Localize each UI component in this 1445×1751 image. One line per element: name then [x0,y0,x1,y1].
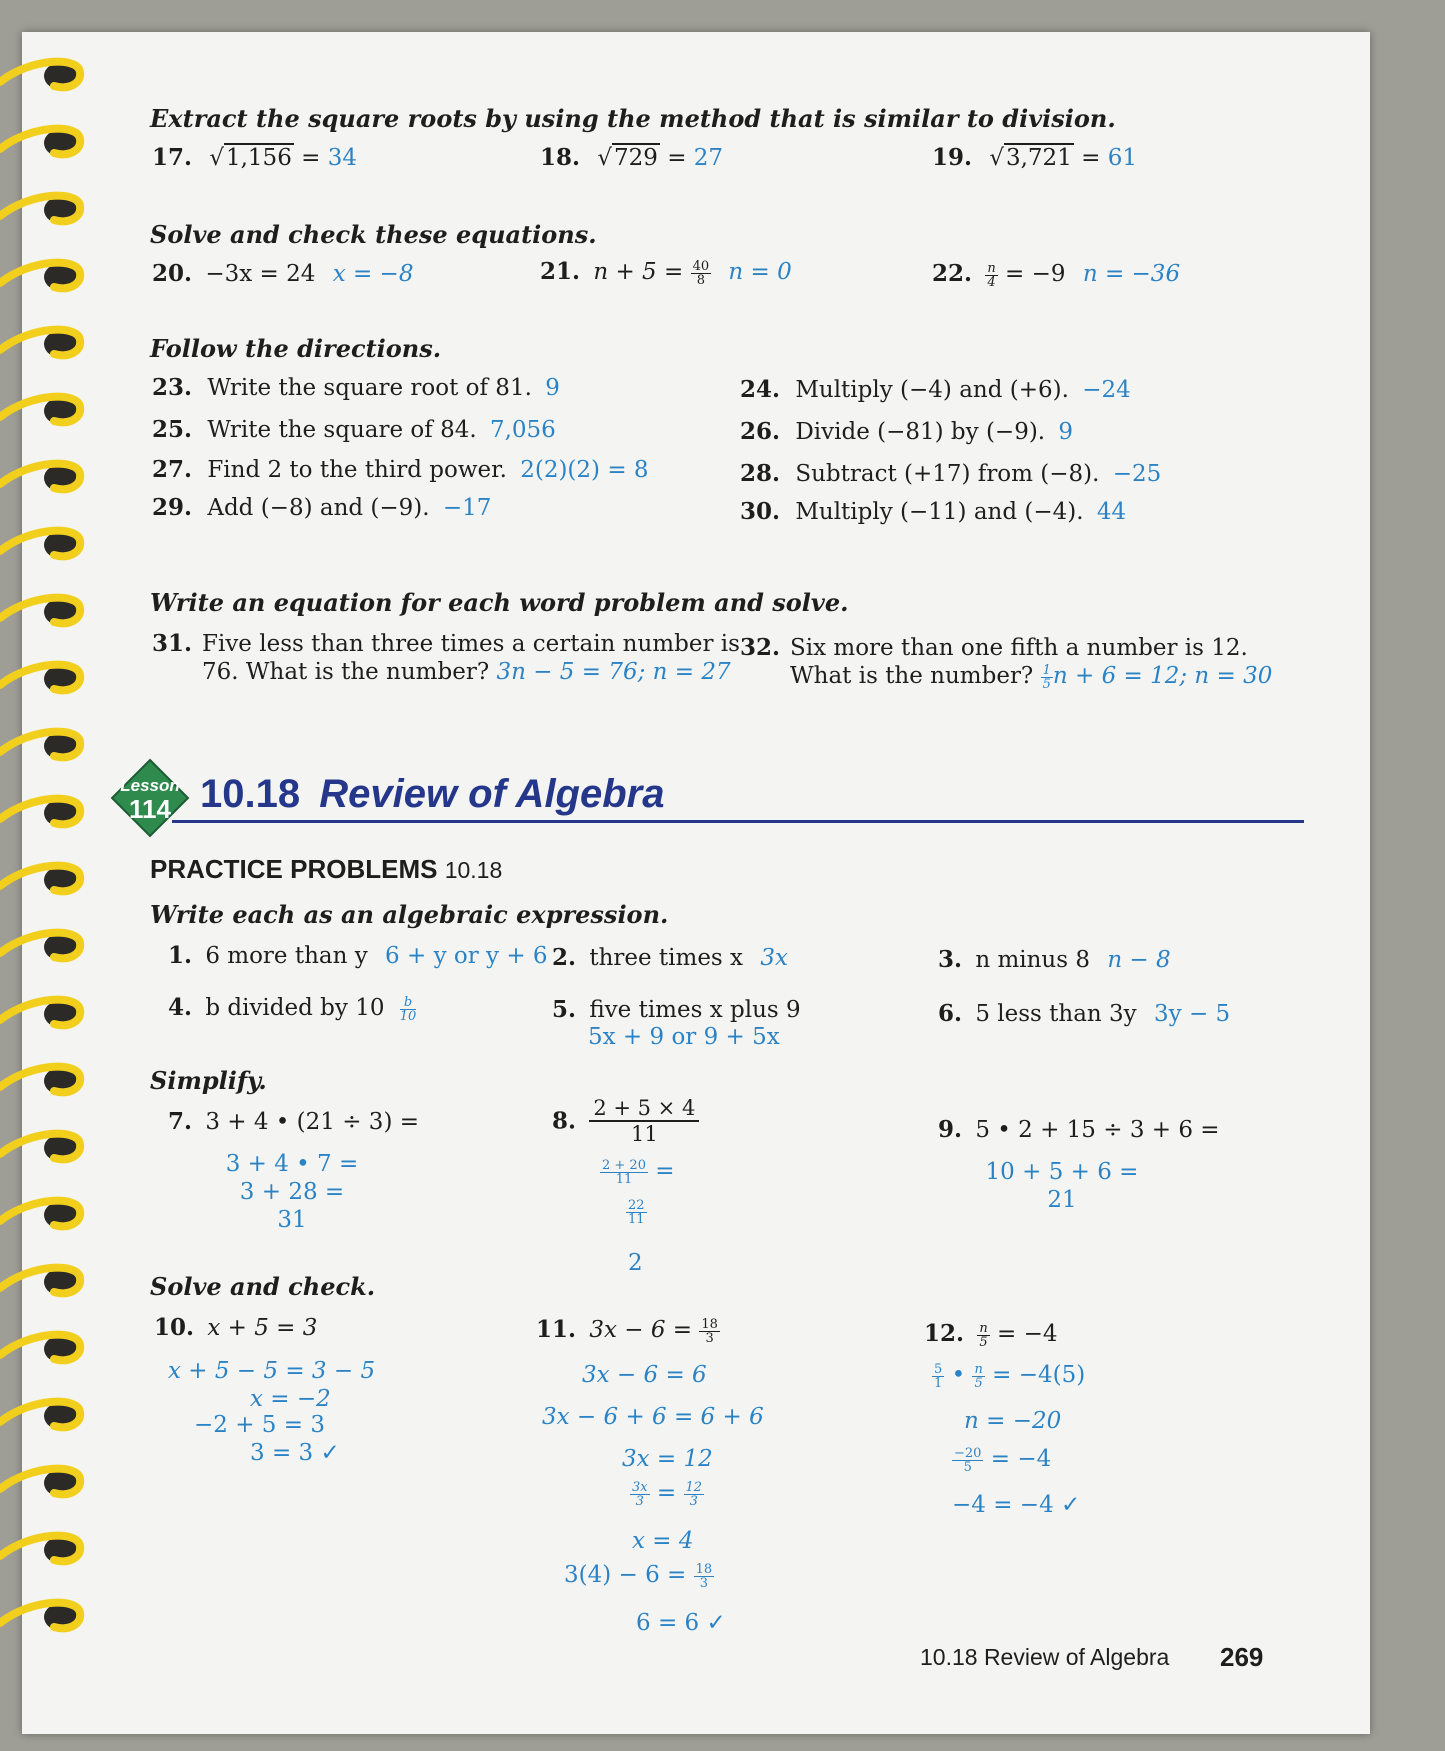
problem-19: 19. √3,721 = 61 [932,144,1138,171]
solution-8-step2 [626,1198,647,1226]
answer: 2(2)(2) = 8 [520,457,649,483]
problem-number: 18. [540,144,581,171]
solution-12-step1 [932,1362,1085,1390]
footer-title: 10.18 Review of Algebra [920,1644,1170,1670]
fraction [600,1159,648,1186]
step-text: = −4(5) [984,1362,1086,1388]
lesson-number: 10.18 [200,772,301,816]
binding-coil [0,990,92,1034]
problem-number: 11. [536,1316,577,1343]
problem-number: 19. [932,144,973,171]
binding-coil [0,789,92,833]
solution-11-step5: x = 4 [632,1528,694,1554]
problem-26 [740,418,1073,445]
problem-number: 31. [152,630,193,657]
fraction [684,1481,705,1508]
numerator: 40 [692,258,710,274]
problem-number: 9. [938,1116,963,1143]
numerator: 18 [701,1316,718,1332]
problem-text: 5 less than 3y [975,1001,1137,1027]
problem-number: 30. [740,498,781,525]
numerator: −20 [954,1445,982,1461]
problem-number: 23. [152,374,193,401]
equals-sign: = [659,145,694,171]
lesson-title: Review of Algebra [319,772,665,816]
practice-heading-number: 10.18 [444,857,503,883]
denominator: 11 [628,1211,645,1227]
problem-text: b divided by 10 [205,995,385,1021]
denominator: 5 [979,1334,988,1350]
problem-number: 17. [152,144,193,171]
radicand: 729 [613,145,658,171]
numerator: 3x [632,1479,648,1495]
binding-coil [0,1258,92,1302]
denominator: 5 [974,1375,983,1391]
binding-coil [0,320,92,364]
step-text: 3(4) − 6 = [564,1562,694,1588]
fraction [985,262,997,289]
problem-3 [938,946,1171,973]
problem-32 [740,634,1273,692]
problem-number: 29. [152,494,193,521]
problem-text: Write the square of 84. [207,417,477,443]
solution-11-step3: 3x = 12 [622,1446,713,1472]
problem-24 [740,376,1131,403]
fraction [589,1096,699,1146]
problem-number: 24. [740,376,781,403]
solution-10-step1: x + 5 − 5 = 3 − 5 [168,1358,376,1384]
denominator: 3 [635,1493,644,1509]
binding-coil [0,186,92,230]
problem-18: 18. √729 = 27 [540,144,724,171]
denominator: 3 [699,1575,709,1591]
equals-sign: = [649,1480,684,1506]
problem-number: 12. [924,1320,965,1347]
answer: 3n − 5 = 76; n = 27 [496,659,731,685]
numerator: 18 [695,1561,713,1577]
solution-11-step6 [564,1562,714,1590]
problem-30 [740,498,1126,525]
denominator: 10 [399,1008,417,1024]
practice-heading [150,854,502,885]
answer: n = 0 [728,259,792,285]
denominator: 8 [696,272,705,288]
problem-4 [168,994,416,1023]
answer: 34 [327,145,358,171]
step: 10 + 5 + 6 = [985,1159,1139,1185]
binding-coil [0,1191,92,1235]
problem-22 [932,260,1180,289]
problem-text: x + 5 = 3 [207,1315,318,1341]
answer: 7,056 [489,417,556,443]
section-heading-word-problems: Write an equation for each word problem and solve. [150,588,849,617]
problem-20 [152,260,413,287]
problem-text-line2: What is the number? [790,663,1034,689]
solution-11-step7: 6 = 6 ✓ [636,1610,726,1636]
binding-coil [0,1124,92,1168]
problem-29 [152,494,491,521]
problem-1 [168,942,548,969]
step: 21 [1047,1187,1077,1213]
problem-number: 1. [168,942,193,969]
problem-7 [168,1108,419,1135]
problem-11 [536,1316,720,1345]
denominator: 3 [705,1330,714,1346]
answer: n + 6 = 12; n = 30 [1052,663,1273,689]
answer: −24 [1082,377,1131,403]
numerator: 1 [1042,662,1051,678]
denominator: 3 [689,1493,698,1509]
problem-text: Multiply (−11) and (−4). [795,499,1084,525]
solution-8-step1 [600,1158,675,1186]
binding-coil [0,1593,92,1637]
problem-text: Add (−8) and (−9). [207,495,430,521]
problem-27 [152,456,649,483]
problem-number: 6. [938,1000,963,1027]
answer: 27 [693,145,724,171]
fraction [932,1363,944,1390]
numerator: 5 [934,1361,943,1377]
problem-text: five times x plus 9 [589,997,801,1023]
numerator: b [400,996,417,1010]
answer-fraction [400,996,417,1023]
problem-28 [740,460,1161,487]
binding-coil [0,1057,92,1101]
fraction [699,1318,720,1345]
binding-coil [0,655,92,699]
problem-text: 3 + 4 • (21 ÷ 3) = [205,1109,419,1135]
answer: −25 [1112,461,1162,487]
solution-11-step4 [630,1480,704,1508]
problem-text: n minus 8 [975,947,1090,973]
lesson-heading [200,772,664,817]
problem-number: 10. [154,1314,195,1341]
problem-23 [152,374,560,401]
solution-11-step1: 3x − 6 = 6 [582,1362,707,1388]
binding-coil [0,722,92,766]
heading-rule [172,820,1304,823]
workbook-page [22,32,1370,1734]
denominator: 11 [630,1122,658,1146]
problem-number: 32. [740,634,781,661]
numerator: 2 + 5 × 4 [589,1096,699,1122]
solution-11-step2: 3x − 6 + 6 = 6 + 6 [542,1404,764,1430]
problem-number: 7. [168,1108,193,1135]
problem-number: 8. [552,1107,577,1135]
binding-coil [0,52,92,96]
fraction [977,1322,989,1349]
problem-25 [152,416,556,443]
section-heading-equations: Solve and check these equations. [150,220,597,249]
answer: x = −8 [332,261,414,287]
problem-number: 22. [932,260,973,287]
lesson-badge-label: Lesson [120,776,180,795]
numerator: 22 [628,1197,645,1213]
section-heading-solve-check: Solve and check. [150,1272,376,1301]
problem-9 [938,1116,1220,1143]
problem-12 [924,1320,1058,1349]
binding-coil [0,1325,92,1369]
denominator: 11 [615,1171,633,1187]
solution-10-step3: −2 + 5 = 3 [194,1412,325,1438]
solution-10-step2: x = −2 [250,1386,331,1412]
fraction [694,1563,715,1590]
numerator: n [979,1320,988,1336]
step-text: = −4 [983,1446,1052,1472]
radicand: 3,721 [1005,145,1072,171]
fraction [691,260,712,287]
problem-31 [152,630,740,685]
problem-number: 21. [540,258,581,285]
fraction [972,1363,984,1390]
numerator: n [987,260,996,276]
step: 3 + 28 = [239,1179,345,1205]
answer: 3x [760,945,788,971]
answer: 6 + y or y + 6 [385,943,548,969]
multiply-dot: • [944,1362,973,1388]
section-heading-algebraic: Write each as an algebraic expression. [150,900,669,929]
numerator: 12 [685,1479,703,1495]
solution-10-step4: 3 = 3 ✓ [250,1440,340,1466]
problem-number: 26. [740,418,781,445]
answer: 61 [1107,145,1138,171]
problem-text-line2: 76. What is the number? [202,659,490,685]
problem-2 [552,944,788,971]
equals-sign: = [647,1158,675,1184]
problem-number: 25. [152,416,193,443]
solution-9 [982,1158,1142,1214]
problem-text: n + 5 = [593,259,691,285]
lesson-badge [110,758,190,838]
binding-coil [0,521,92,565]
step: 31 [277,1207,307,1233]
problem-text: Find 2 to the third power. [207,457,507,483]
fraction [630,1481,650,1508]
practice-heading-label: PRACTICE PROBLEMS [150,854,438,884]
problem-number: 28. [740,460,781,487]
problem-number: 2. [552,944,577,971]
problem-text: −3x = 24 [205,261,316,287]
problem-text-line1: Five less than three times a certain number is [202,631,740,657]
problem-21 [540,258,792,287]
binding-coil [0,119,92,163]
section-heading-directions: Follow the directions. [150,334,442,363]
problem-text: 3x − 6 = [589,1317,700,1343]
problem-10 [154,1314,317,1341]
binding-coil [0,923,92,967]
fraction [626,1199,647,1226]
problem-17: 17. √1,156 = 34 [152,144,358,171]
binding-coil [0,1459,92,1503]
problem-6 [938,1000,1230,1027]
section-heading-square-roots: Extract the square roots by using the method that is similar to division. [150,104,1116,133]
answer: 3y − 5 [1154,1001,1231,1027]
binding-coil [0,253,92,297]
problem-number: 4. [168,994,193,1021]
problem-number: 5. [552,996,577,1023]
answer: n − 8 [1107,947,1171,973]
solution-12-step3 [952,1446,1051,1474]
answer: 9 [545,375,560,401]
problem-text: Write the square root of 81. [207,375,532,401]
answer: 9 [1058,419,1074,445]
problem-number: 20. [152,260,193,287]
problem-text: Multiply (−4) and (+6). [795,377,1069,403]
binding-coil [0,454,92,498]
section-heading-simplify: Simplify. [150,1066,267,1095]
binding-coil [0,856,92,900]
binding-coil [0,588,92,632]
fraction [952,1447,983,1474]
solution-8-result: 2 [628,1250,643,1276]
problem-text: 5 • 2 + 15 ÷ 3 + 6 = [975,1117,1220,1143]
lesson-badge-number: 114 [129,794,171,824]
problem-text-line1: Six more than one fifth a number is 12. [790,635,1248,661]
fraction [1041,664,1053,691]
problem-number: 27. [152,456,193,483]
denominator: 5 [963,1459,972,1475]
binding-coil [0,1526,92,1570]
numerator: 2 + 20 [602,1157,646,1173]
step: 3 + 4 • 7 = [225,1151,359,1177]
solution-12-step2: n = −20 [964,1408,1062,1434]
denominator: 4 [987,274,996,290]
problem-text: = −9 [997,261,1066,287]
answer: 44 [1096,499,1127,525]
denominator: 1 [934,1375,943,1391]
answer-5: 5x + 9 or 9 + 5x [588,1024,780,1050]
problem-8 [552,1096,699,1146]
answer: n = −36 [1082,261,1181,287]
problem-text: Divide (−81) by (−9). [795,419,1046,445]
answer: −17 [442,495,492,521]
numerator: n [974,1361,983,1377]
problem-text: = −4 [989,1321,1058,1347]
binding-coil [0,387,92,431]
denominator: 5 [1042,676,1051,692]
problem-5 [552,996,801,1023]
solution-7 [202,1150,382,1234]
problem-text: Subtract (+17) from (−8). [795,461,1100,487]
problem-text: three times x [589,945,744,971]
radicand: 1,156 [225,145,292,171]
equals-sign: = [1073,145,1108,171]
problem-number: 3. [938,946,963,973]
equals-sign: = [293,145,328,171]
page-number: 269 [1220,1642,1264,1672]
problem-text: 6 more than y [205,943,368,969]
solution-12-step4: −4 = −4 ✓ [952,1492,1081,1518]
binding-coil [0,1392,92,1436]
